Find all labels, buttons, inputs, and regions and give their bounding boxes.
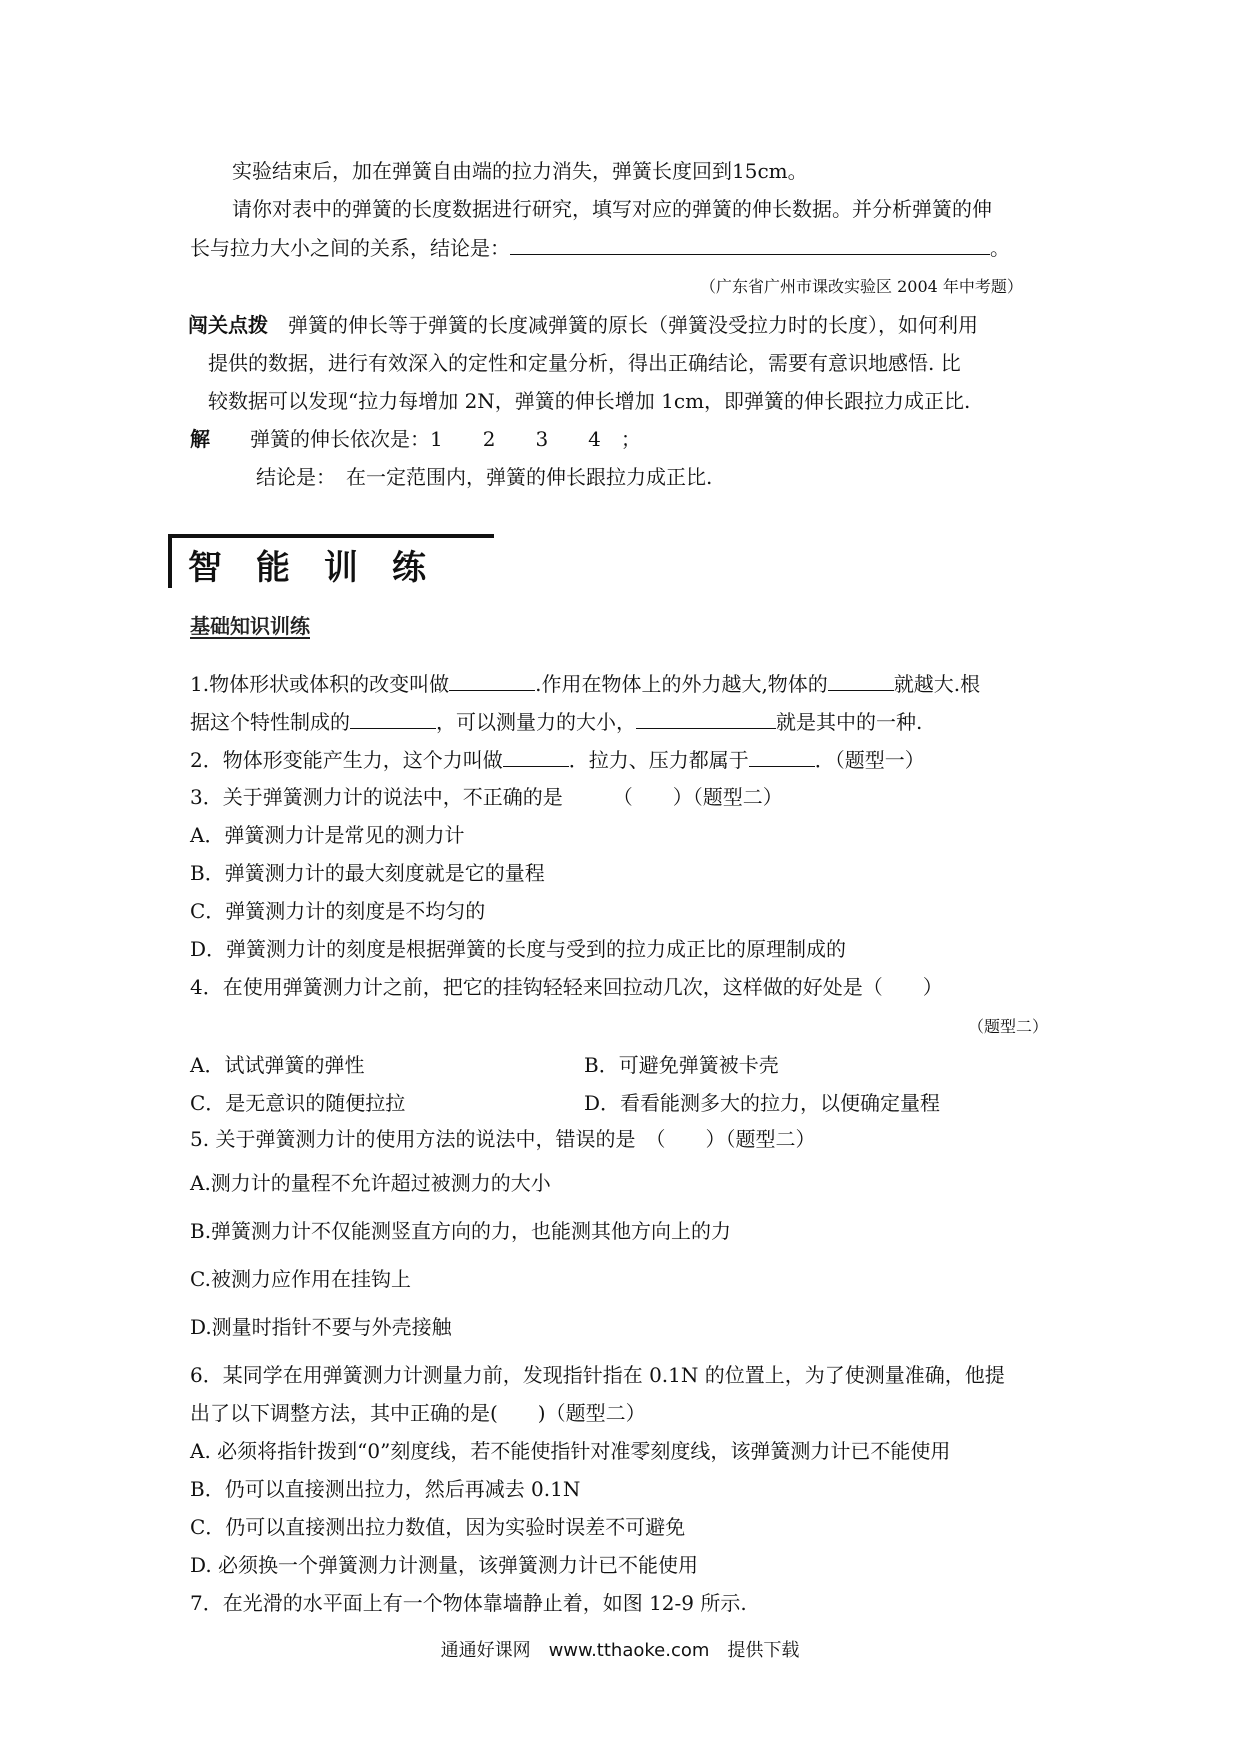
q1-text-f: 就是其中的一种. — [776, 710, 923, 734]
q1-text-e: ，可以测量力的大小， — [436, 710, 636, 734]
q1-text-b: .作用在物体上的外力越大,物体的 — [535, 672, 828, 696]
question-5: 5. 关于弹簧测力计的使用方法的说法中，错误的是 （ ）（题型二） — [190, 1127, 816, 1151]
q1-blank-2 — [828, 668, 894, 691]
question-1-line-2 — [190, 706, 922, 737]
q2-text-b: ．拉力、压力都属于 — [568, 748, 749, 772]
q1-text-d: 据这个特性制成的 — [190, 710, 350, 734]
q2-blank-2 — [749, 744, 815, 767]
q1-blank-3 — [350, 706, 436, 729]
question-4-type: （题型二） — [968, 1017, 1049, 1036]
question-4-option-d: D．看看能测多大的拉力，以便确定量程 — [584, 1091, 941, 1115]
question-5-option-d: D.测量时指针不要与外壳接触 — [190, 1315, 452, 1339]
hint-line-1 — [188, 310, 978, 340]
question-3-option-d: D．弹簧测力计的刻度是根据弹簧的长度与受到的拉力成正比的原理制成的 — [190, 937, 847, 961]
question-1-line-1 — [190, 668, 980, 699]
q1-blank-1 — [449, 668, 535, 691]
question-2 — [190, 744, 925, 775]
hint-line-3: 较数据可以发现“拉力每增加 2N，弹簧的伸长增加 1cm，即弹簧的伸长跟拉力成正比. — [208, 389, 971, 413]
question-3-option-a: A．弹簧测力计是常见的测力计 — [190, 823, 465, 847]
intro-line-1: 实验结束后，加在弹簧自由端的拉力消失，弹簧长度回到15cm。 — [232, 159, 808, 183]
question-6-line-2: 出了以下调整方法，其中正确的是( )（题型二） — [190, 1401, 646, 1425]
question-5-option-a: A.测力计的量程不允许超过被测力的大小 — [190, 1171, 551, 1195]
solution-label: 解 — [190, 427, 210, 451]
q2-text-c: ．（题型一） — [814, 748, 925, 772]
question-4-option-a: A．试试弹簧的弹性 — [190, 1053, 365, 1077]
question-6-option-c: C．仍可以直接测出拉力数值，因为实验时误差不可避免 — [190, 1515, 686, 1539]
question-4-option-b: B．可避免弹簧被卡壳 — [584, 1053, 779, 1077]
solution-line-1 — [190, 424, 641, 454]
hint-text-1: 弹簧的伸长等于弹簧的长度减弹簧的原长（弹簧没受拉力时的长度），如何利用 — [288, 313, 978, 337]
question-6-option-b: B．仍可以直接测出拉力，然后再减去 0.1N — [190, 1477, 581, 1501]
question-4-option-c: C．是无意识的随便拉拉 — [190, 1091, 406, 1115]
question-3: 3．关于弹簧测力计的说法中，不正确的是 （ ）（题型二） — [190, 785, 783, 809]
q2-blank-1 — [503, 744, 569, 767]
question-6-line-1: 6．某同学在用弹簧测力计测量力前，发现指针指在 0.1N 的位置上，为了使测量准确，他提 — [190, 1363, 1005, 1387]
q1-text-c: 就越大.根 — [893, 672, 981, 696]
q2-text-a: 2．物体形变能产生力，这个力叫做 — [190, 748, 503, 772]
solution-text-1: 弹簧的伸长依次是：1 2 3 4 ； — [250, 427, 641, 451]
question-7: 7．在光滑的水平面上有一个物体靠墙静止着，如图 12-9 所示. — [190, 1591, 747, 1615]
subheading: 基础知识训练 — [190, 614, 310, 638]
hint-label: 闯关点拨 — [188, 313, 268, 337]
hint-line-2: 提供的数据，进行有效深入的定性和定量分析，得出正确结论，需要有意识地感悟. 比 — [208, 351, 961, 375]
intro-line-3-end: 。 — [990, 236, 1010, 260]
question-5-option-c: C.被测力应作用在挂钩上 — [190, 1267, 411, 1291]
question-6-option-a: A. 必须将指针拨到“0”刻度线，若不能使指针对准零刻度线，该弹簧测力计已不能使用 — [190, 1439, 951, 1463]
solution-line-2: 结论是： 在一定范围内，弹簧的伸长跟拉力成正比. — [256, 465, 713, 489]
question-4: 4．在使用弹簧测力计之前，把它的挂钩轻轻来回拉动几次，这样做的好处是（ ） — [190, 975, 943, 999]
section-title: 智能训练 — [188, 548, 460, 588]
question-5-option-b: B.弹簧测力计不仅能测竖直方向的力，也能测其他方向上的力 — [190, 1219, 732, 1243]
answer-blank — [510, 232, 990, 255]
intro-line-3-text: 长与拉力大小之间的关系，结论是： — [190, 236, 510, 260]
question-6-option-d: D. 必须换一个弹簧测力计测量，该弹簧测力计已不能使用 — [190, 1553, 699, 1577]
q1-blank-4 — [636, 706, 776, 729]
q1-text-a: 1.物体形状或体积的改变叫做 — [190, 672, 450, 696]
question-3-option-b: B．弹簧测力计的最大刻度就是它的量程 — [190, 861, 545, 885]
question-3-option-c: C．弹簧测力计的刻度是不均匀的 — [190, 899, 486, 923]
intro-line-2: 请你对表中的弹簧的长度数据进行研究，填写对应的弹簧的伸长数据。并分析弹簧的伸 — [232, 197, 992, 221]
source-note: （广东省广州市课改实验区 2004 年中考题） — [700, 277, 1023, 296]
page-footer[interactable]: 通通好课网 www.tthaoke.com 提供下载 — [440, 1640, 800, 1661]
intro-line-3 — [190, 232, 1010, 263]
